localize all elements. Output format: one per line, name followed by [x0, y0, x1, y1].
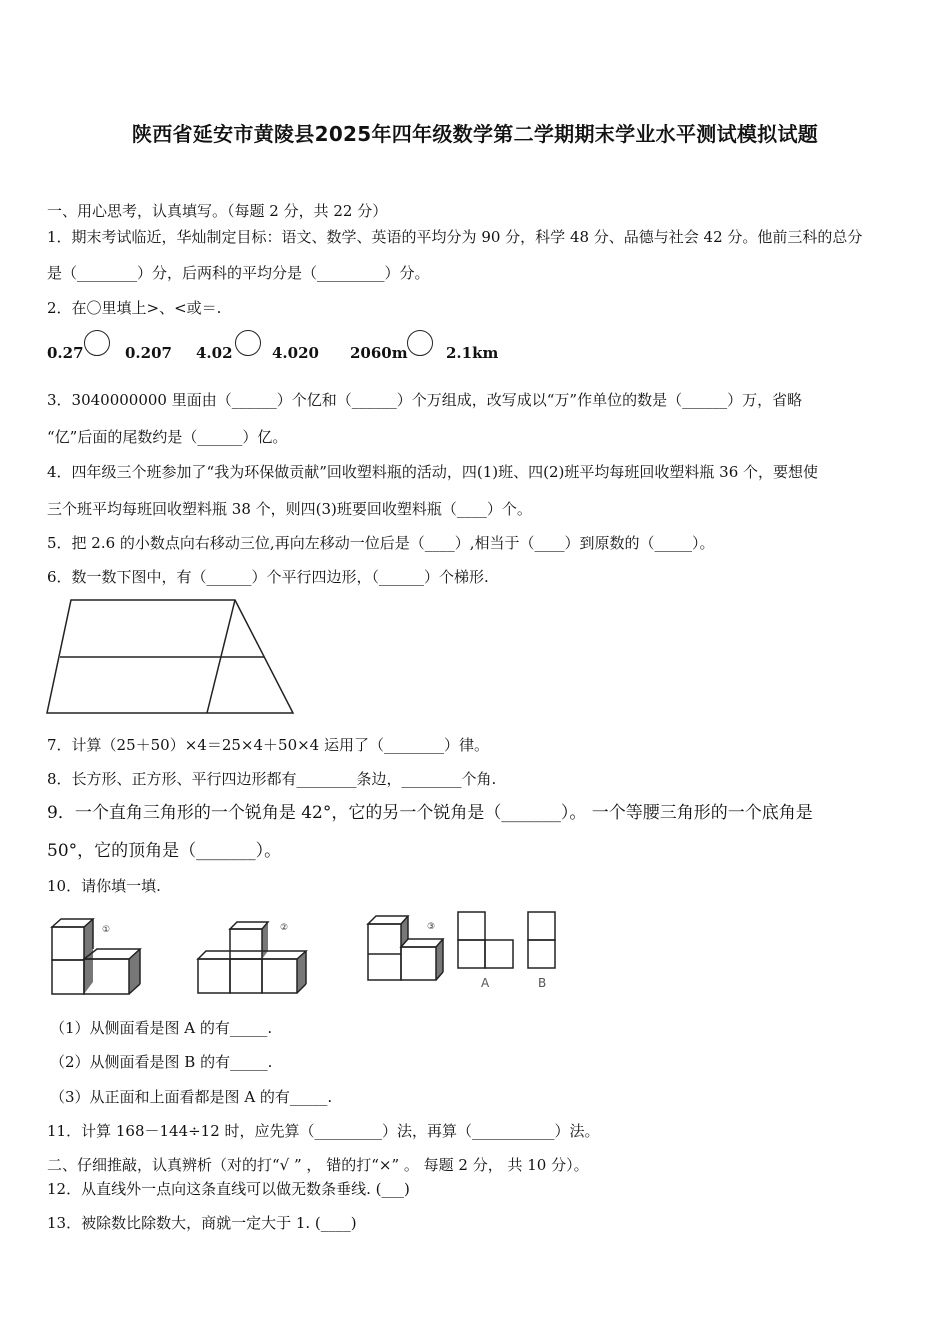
view-b-label: B: [538, 976, 547, 990]
cube-figure-1: [50, 918, 150, 998]
q2-a-left: 0.27: [47, 344, 84, 362]
question-7: 7．计算（25＋50）×4＝25×4＋50×4 运用了（________）律。: [47, 736, 489, 754]
figure-2-label: ②: [280, 923, 289, 933]
q2-c-left: 2060m: [350, 344, 408, 362]
section-2-heading: 二、仔细推敲，认真辨析（对的打“√ ” ， 错的打“×” 。 每题 2 分， 共 10 分）。: [47, 1156, 589, 1174]
trapezoid-figure: [46, 599, 296, 715]
page-title: 陕西省延安市黄陵县2025年四年级数学第二学期期末学业水平测试模拟试题: [131, 122, 819, 146]
question-13: 13．被除数比除数大，商就一定大于 1. (____): [47, 1214, 357, 1232]
question-3-line-1: 3．3040000000 里面由（______）个亿和（______）个万组成，改写成以“万”作单位的数是（______）万，省略: [47, 391, 803, 409]
view-b-figure: [526, 910, 562, 994]
compare-circle-3[interactable]: [407, 330, 433, 356]
question-12: 12．从直线外一点向这条直线可以做无数条垂线. (___): [47, 1180, 410, 1198]
question-2-stem: 2．在〇里填上>、<或＝.: [47, 299, 222, 317]
question-10-sub-1: （1）从侧面看是图 A 的有_____.: [50, 1019, 273, 1037]
compare-circle-1[interactable]: [84, 330, 110, 356]
question-3-line-2: “亿”后面的尾数约是（______）亿。: [47, 428, 288, 446]
question-9-line-1: 9．一个直角三角形的一个锐角是 42°，它的另一个锐角是（_______）。 一个等腰三角形的一个底角是: [47, 803, 813, 823]
question-4-line-1: 4．四年级三个班参加了“我为环保做贡献”回收塑料瓶的活动，四(1)班、四(2)班平均每班回收塑料瓶 36 个，要想使: [47, 463, 819, 481]
question-11: 11．计算 168－144÷12 时，应先算（_________）法，再算（___________）法。: [47, 1122, 600, 1140]
question-1-line-2: 是（________）分，后两科的平均分是（_________）分。: [47, 264, 430, 282]
question-10-sub-2: （2）从侧面看是图 B 的有_____.: [50, 1053, 273, 1071]
cube-figure-2: [196, 918, 316, 998]
question-10-stem: 10．请你填一填.: [47, 877, 161, 895]
view-a-figure: [456, 910, 518, 994]
cube-figure-3: [366, 912, 456, 992]
question-6: 6．数一数下图中，有（______）个平行四边形，（______）个梯形.: [47, 568, 489, 586]
section-1-heading: 一、用心思考，认真填写。（每题 2 分，共 22 分）: [47, 202, 388, 220]
question-10-sub-3: （3）从正面和上面看都是图 A 的有_____.: [50, 1088, 333, 1106]
figure-3-label: ③: [427, 922, 436, 932]
q2-b-right: 4.020: [272, 344, 319, 362]
question-5: 5．把 2.6 的小数点向右移动三位,再向左移动一位后是（____）,相当于（____）到原数的（_____）。: [47, 534, 715, 552]
q2-c-right: 2.1km: [446, 344, 499, 362]
question-8: 8．长方形、正方形、平行四边形都有________条边，________个角.: [47, 770, 497, 788]
view-a-label: A: [481, 976, 490, 990]
question-1-line-1: 1．期末考试临近，华灿制定目标：语文、数学、英语的平均分为 90 分，科学 48 分、品德与社会 42 分。他前三科的总分: [47, 228, 863, 246]
question-9-line-2: 50°，它的顶角是（_______）。: [47, 841, 282, 861]
q2-b-left: 4.02: [196, 344, 233, 362]
figure-1-label: ①: [102, 925, 111, 935]
question-4-line-2: 三个班平均每班回收塑料瓶 38 个，则四(3)班要回收塑料瓶（____）个。: [47, 500, 532, 518]
q2-a-right: 0.207: [125, 344, 172, 362]
compare-circle-2[interactable]: [235, 330, 261, 356]
